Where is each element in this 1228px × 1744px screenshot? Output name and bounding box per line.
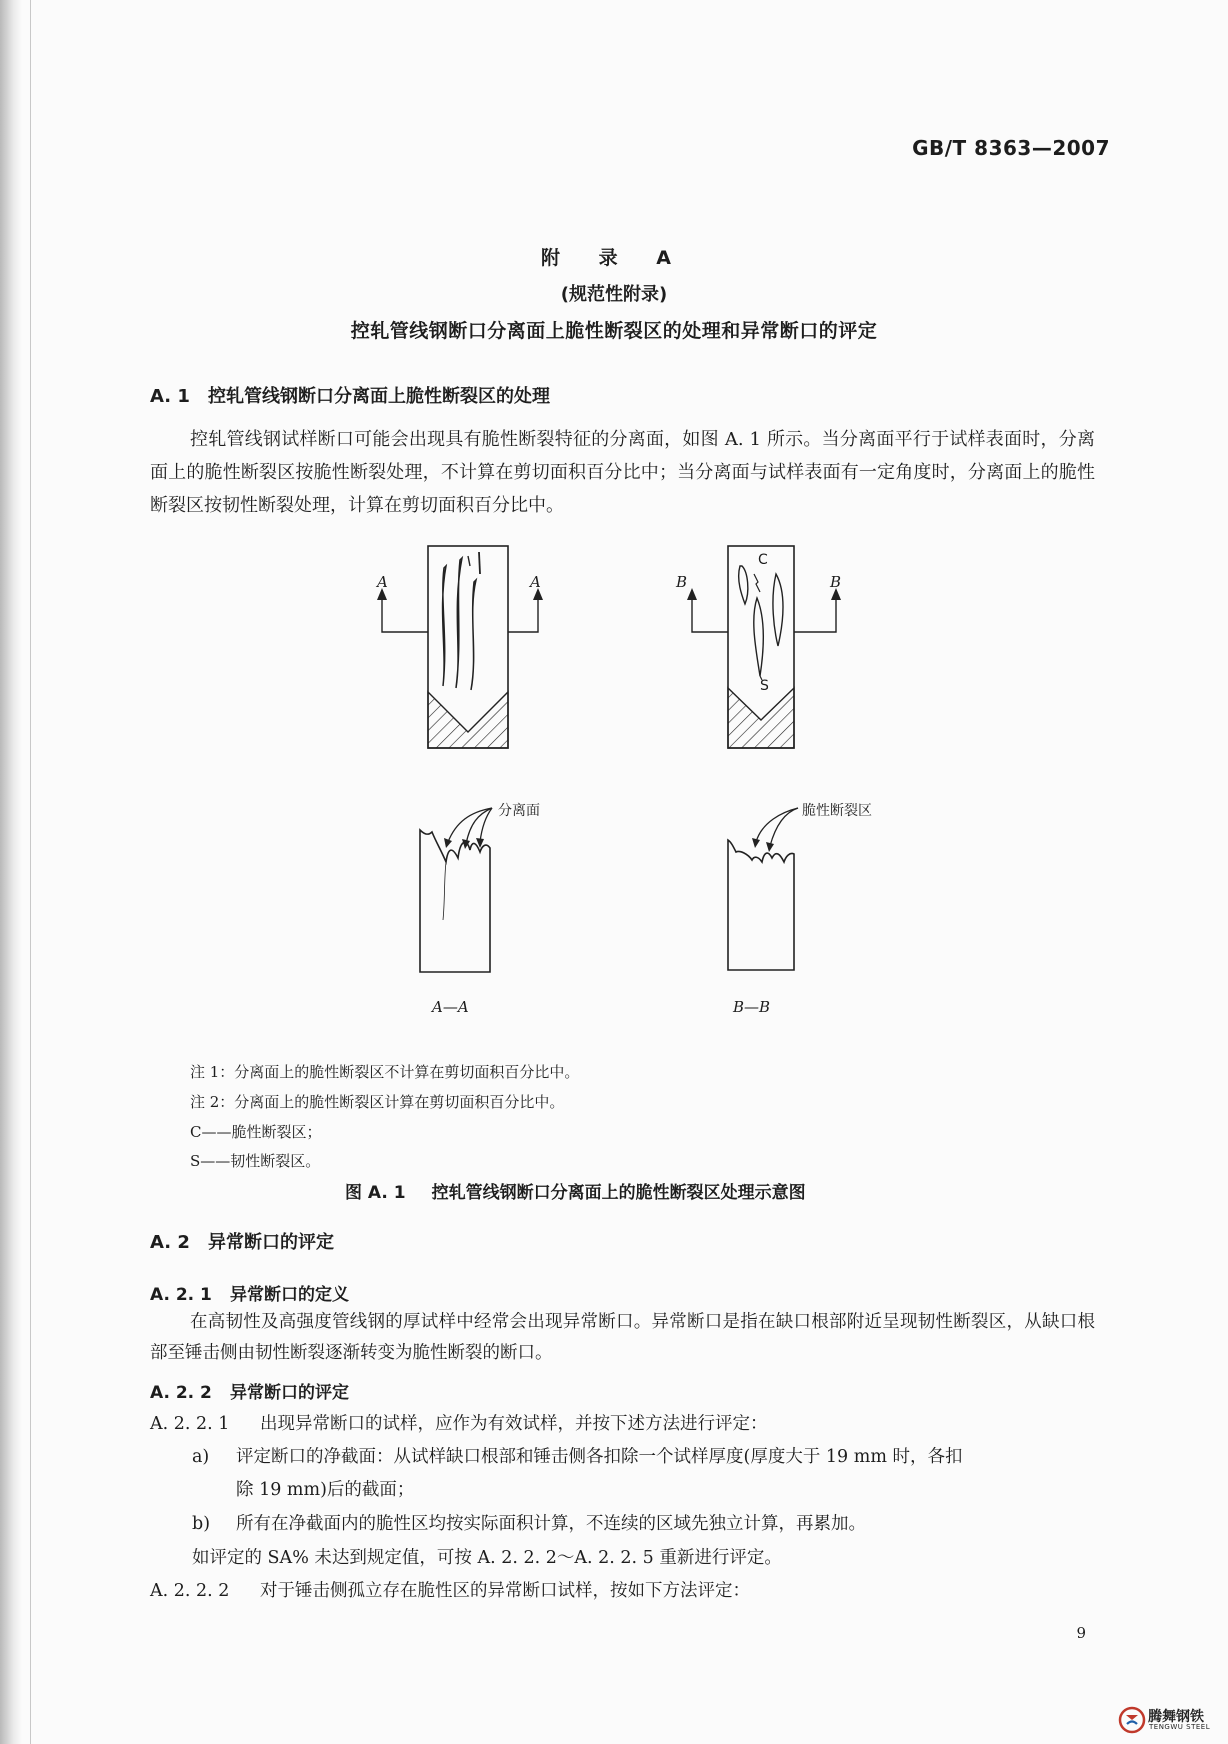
section-a222-text: 对于锤击侧孤立存在脆性区的异常断口试样，按如下方法评定： <box>260 1581 750 1601</box>
section-title: 异常断口的定义 <box>230 1285 349 1305</box>
figure-caption-title: 控轧管线钢断口分离面上的脆性断裂区处理示意图 <box>431 1183 806 1203</box>
figure-note-1: 注 1：分离面上的脆性断裂区不计算在剪切面积百分比中。 <box>190 1063 580 1081</box>
list-item-a <box>192 1443 962 1468</box>
section-a2-heading <box>150 1228 334 1254</box>
label-c: C <box>758 552 768 568</box>
section-a221-followup: 如评定的 SA% 未达到规定值，可按 A. 2. 2. 2～A. 2. 2. 5 重新进行评定。 <box>192 1548 782 1568</box>
list-marker-b: b) <box>192 1514 211 1534</box>
figure-caption-number: 图 A. 1 <box>345 1183 406 1203</box>
list-item-b <box>192 1510 866 1535</box>
label-a-right: A <box>530 573 541 591</box>
logo-subtitle: TENGWU STEEL <box>1149 1723 1211 1731</box>
page-number: 9 <box>1076 1624 1086 1642</box>
list-marker-a: a) <box>192 1447 210 1467</box>
callout-separation-face: 分离面 <box>498 803 540 819</box>
section-a21-heading <box>150 1280 349 1305</box>
logo-name: 腾舞钢铁 <box>1148 1709 1204 1725</box>
section-a21-paragraph: 在高韧性及高强度管线钢的厚试样中经常会出现异常断口。异常断口是指在缺口根部附近呈现韧性断裂区，从缺口根部至锤击侧由韧性断裂逐渐转变为脆性断裂的断口。 <box>150 1312 1095 1363</box>
figure-key-c: C——脆性断裂区； <box>190 1123 322 1141</box>
label-s: S <box>760 678 769 694</box>
specimen-a <box>377 546 543 748</box>
figure-note-2: 注 2：分离面上的脆性断裂区计算在剪切面积百分比中。 <box>190 1093 565 1111</box>
watermark-logo <box>1118 1706 1222 1736</box>
standard-number: GB/T 8363—2007 <box>912 136 1110 160</box>
label-b-right: B <box>830 573 842 591</box>
section-label-a: A—A <box>432 998 469 1016</box>
section-a222-line <box>150 1577 750 1602</box>
cross-section-a <box>420 808 492 972</box>
section-number: A. 1 <box>150 386 190 407</box>
section-number: A. 2 <box>150 1232 190 1253</box>
callout-brittle-zone: 脆性断裂区 <box>802 803 872 819</box>
appendix-title: 控轧管线钢断口分离面上脆性断裂区的处理和异常断口的评定 <box>350 320 878 342</box>
section-number: A. 2. 2 <box>150 1383 212 1403</box>
list-item-a-text: 评定断口的净截面：从试样缺口根部和锤击侧各扣除一个试样厚度(厚度大于 19 mm 时，各扣 <box>236 1447 963 1467</box>
label-a-left: A <box>377 573 388 591</box>
label-b-left: B <box>676 573 688 591</box>
figure-caption <box>345 1178 806 1203</box>
specimen-b <box>687 546 841 748</box>
list-item-b-text: 所有在净截面内的脆性区均按实际面积计算，不连续的区域先独立计算，再累加。 <box>236 1514 866 1534</box>
logo-icon <box>1118 1706 1146 1734</box>
section-number: A. 2. 1 <box>150 1285 212 1305</box>
section-number: A. 2. 2. 2 <box>150 1581 230 1601</box>
section-title: 控轧管线钢断口分离面上脆性断裂区的处理 <box>208 386 550 407</box>
section-a221-line <box>150 1410 768 1435</box>
appendix-label: 附 录 A <box>541 247 687 269</box>
section-a1-paragraph: 控轧管线钢试样断口可能会出现具有脆性断裂特征的分离面，如图 A. 1 所示。当分离面平行于试样表面时，分离面上的脆性断裂区按脆性断裂处理，不计算在剪切面积百分比中；当分离面与试样表面有一定角度时，分离面上的脆性断裂区按韧性断裂处理，计算在剪切面积百分比中。 <box>150 429 1095 516</box>
section-title: 异常断口的评定 <box>208 1232 334 1253</box>
section-title: 异常断口的评定 <box>230 1383 349 1403</box>
list-item-a-continuation: 除 19 mm)后的截面； <box>236 1480 415 1500</box>
figure-key-s: S——韧性断裂区。 <box>190 1152 321 1170</box>
section-a221-text: 出现异常断口的试样，应作为有效试样，并按下述方法进行评定： <box>260 1414 768 1434</box>
appendix-type: (规范性附录) <box>560 284 668 305</box>
section-number: A. 2. 2. 1 <box>150 1414 230 1434</box>
section-label-b: B—B <box>733 998 771 1016</box>
cross-section-b <box>728 808 798 970</box>
section-a22-heading <box>150 1378 349 1403</box>
